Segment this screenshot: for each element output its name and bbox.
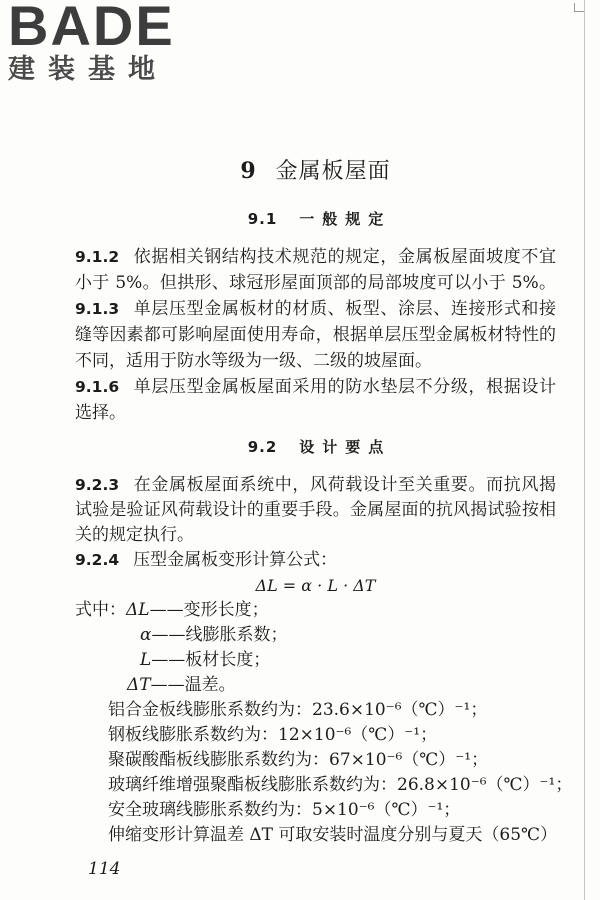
clause-text: 在金属板屋面系统中，风荷载设计至关重要。而抗风揭 — [133, 475, 556, 495]
definition-text: ——温差。 — [150, 675, 236, 695]
definition-line — [75, 598, 556, 623]
formula: ΔL = α · L · ΔT — [255, 576, 376, 595]
section-body — [75, 244, 556, 426]
clause-text: 压型金属板变形计算公式： — [133, 550, 338, 570]
definition-line — [75, 673, 556, 698]
coefficient-note: 钢板线膨胀系数约为：12×10⁻⁶（℃）⁻¹； — [108, 725, 438, 745]
section-heading — [75, 435, 556, 459]
chapter-number: 9 — [240, 158, 256, 184]
definition-line — [75, 648, 556, 673]
coefficient-note: 聚碳酸酯板线膨胀系数约为：67×10⁻⁶（℃）⁻¹； — [108, 750, 489, 770]
chapter-title — [75, 156, 556, 187]
logo-brand: BADE — [8, 0, 175, 57]
section-title: 一般规定 — [299, 210, 392, 228]
clause-line — [75, 548, 556, 573]
section-heading — [75, 207, 556, 231]
where-label: 式中： — [75, 600, 126, 620]
corner-crop-mark — [574, 3, 584, 12]
clause-line — [75, 244, 556, 270]
definition-text: ——变形长度； — [149, 600, 269, 620]
coefficient-note: 安全玻璃线膨胀系数约为：5×10⁻⁶（℃）⁻¹； — [108, 800, 461, 820]
coefficient-note: 玻璃纤维增强聚酯板线膨胀系数约为：26.8×10⁻⁶（℃）⁻¹； — [108, 775, 573, 795]
clause-line: 缝等因素都可影响屋面使用寿命，根据单层压型金属板材特性的 — [75, 325, 556, 345]
clause-text: 单层压型金属板材的材质、板型、涂层、连接形式和接 — [133, 299, 556, 319]
clause-line: 关的规定执行。 — [75, 525, 194, 545]
clause-number: 9.2.4 — [75, 551, 120, 569]
clause-text: 单层压型金属板屋面采用的防水垫层不分级，根据设计 — [133, 377, 556, 397]
clause-number: 9.2.3 — [75, 476, 120, 494]
section-number: 9.1 — [247, 210, 278, 228]
section-title: 设计要点 — [299, 438, 392, 456]
clause-line — [75, 296, 556, 322]
clause-text: 依据相关钢结构技术规范的规定，金属板屋面坡度不宜 — [133, 247, 556, 267]
clause-line: 小于 5%。但拱形、球冠形屋面顶部的局部坡度可以小于 5%。 — [75, 273, 556, 293]
clause-number: 9.1.6 — [75, 378, 120, 396]
clause-line — [75, 374, 556, 400]
section-number: 9.2 — [247, 438, 278, 456]
section-body — [75, 473, 573, 848]
definition-symbol: ΔT — [127, 675, 151, 695]
clause-line: 试验是验证风荷载设计的重要手段。金属屋面的抗风揭试验按相 — [75, 500, 556, 520]
clause-line: 不同，适用于防水等级为一级、二级的坡屋面。 — [75, 351, 432, 371]
page-edge-line — [584, 0, 585, 900]
page-number: 114 — [88, 859, 121, 879]
clause-number: 9.1.3 — [75, 300, 120, 318]
logo-subtitle: 建装基地 — [8, 54, 168, 85]
clause-line — [75, 473, 556, 498]
definition-text: ——板材长度； — [151, 650, 271, 670]
coefficient-note: 铝合金板线膨胀系数约为：23.6×10⁻⁶（℃）⁻¹； — [108, 700, 488, 720]
clause-line: 选择。 — [75, 403, 126, 423]
coefficient-note: 伸缩变形计算温差 ΔT 可取安装时温度分别与夏天（65℃） — [108, 825, 558, 845]
chapter-name: 金属板屋面 — [275, 159, 391, 184]
definition-symbol: ΔL — [126, 600, 150, 620]
definition-symbol: L — [140, 650, 152, 670]
definition-text: ——线膨胀系数； — [151, 625, 288, 645]
definition-line — [75, 623, 556, 648]
definition-symbol: α — [140, 625, 152, 645]
clause-number: 9.1.2 — [75, 248, 120, 266]
